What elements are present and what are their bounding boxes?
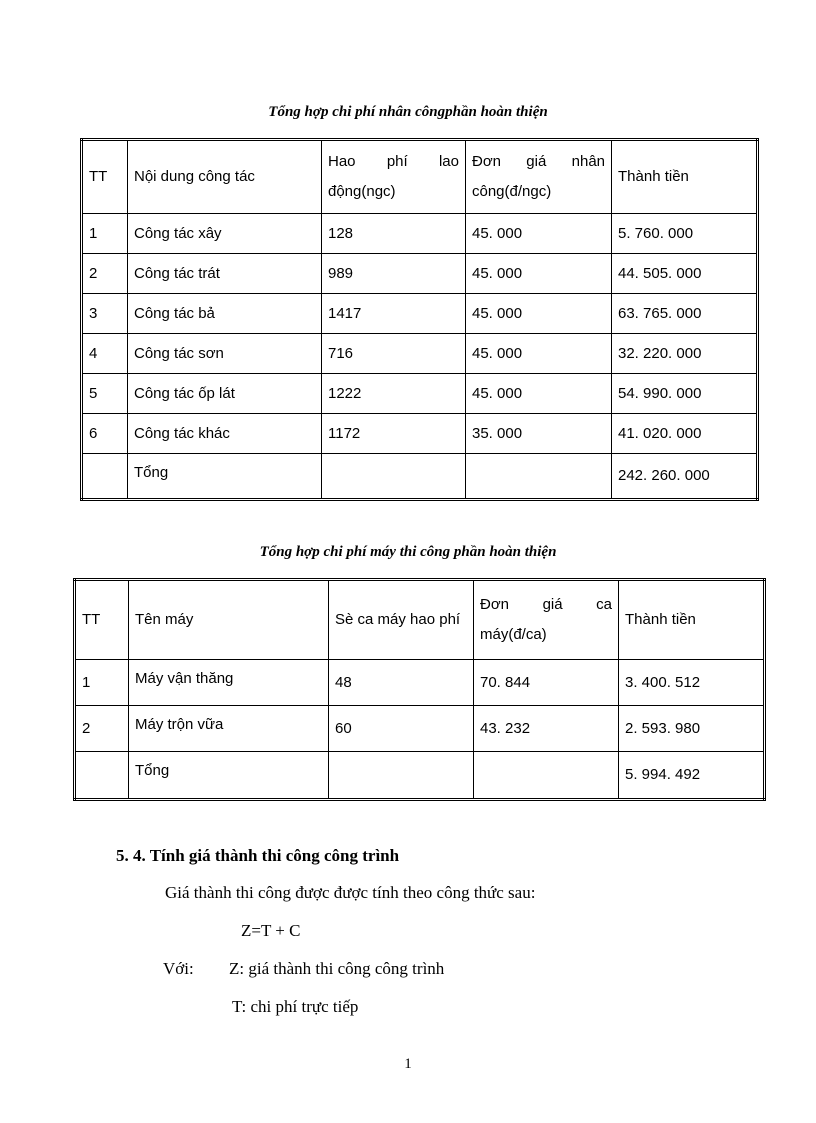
table-cell: 45. 000 — [466, 334, 612, 374]
table-cell: 35. 000 — [466, 414, 612, 454]
table-cell: 1 — [82, 214, 128, 254]
total-row — [75, 752, 765, 800]
page-number: 1 — [404, 1056, 412, 1072]
formula: Z=T + C — [241, 921, 301, 940]
table-cell: Công tác ốp lát — [128, 374, 322, 414]
table-cell: 1417 — [322, 294, 466, 334]
table-cell: 45. 000 — [466, 254, 612, 294]
total-label: Tổng — [128, 454, 322, 500]
table-cell — [322, 454, 466, 500]
header-cell: Thành tiền — [612, 140, 758, 214]
table-header-row — [75, 580, 765, 660]
table-cell — [82, 454, 128, 500]
table-row — [82, 374, 758, 414]
definition-t: T: chi phí trực tiếp — [232, 997, 359, 1016]
section-heading: 5. 4. Tính giá thành thi công công trình — [116, 846, 400, 865]
table-cell: 41. 020. 000 — [612, 414, 758, 454]
table-cell: Máy trộn vữa — [129, 706, 329, 752]
table-cell: Công tác bả — [128, 294, 322, 334]
table-header-row — [82, 140, 758, 214]
definition-z: Z: giá thành thi công công trình — [229, 959, 445, 978]
table-cell: Công tác khác — [128, 414, 322, 454]
header-cell: Nội dung công tác — [128, 140, 322, 214]
table-row — [82, 334, 758, 374]
table-cell: 60 — [329, 706, 474, 752]
table-cell: 1222 — [322, 374, 466, 414]
table-cell: 54. 990. 000 — [612, 374, 758, 414]
labor-cost-table — [80, 138, 759, 501]
table-cell: Công tác xây — [128, 214, 322, 254]
table-cell: 2 — [82, 254, 128, 294]
header-cell: Hao phí lao động(ngc) — [322, 140, 466, 214]
table-cell: 1172 — [322, 414, 466, 454]
table-cell — [75, 752, 129, 800]
table-cell: 32. 220. 000 — [612, 334, 758, 374]
table-row — [75, 660, 765, 706]
header-cell: Tên máy — [129, 580, 329, 660]
table-cell: 128 — [322, 214, 466, 254]
table-cell: 2. 593. 980 — [619, 706, 765, 752]
table-row — [82, 294, 758, 334]
table-cell — [466, 454, 612, 500]
table-cell: 48 — [329, 660, 474, 706]
table-cell: 5. 760. 000 — [612, 214, 758, 254]
total-row — [82, 454, 758, 500]
table-row — [75, 706, 765, 752]
table-cell: 2 — [75, 706, 129, 752]
section-intro: Giá thành thi công được được tính theo công thức sau: — [165, 883, 536, 902]
table-cell: 3. 400. 512 — [619, 660, 765, 706]
table-cell: 43. 232 — [474, 706, 619, 752]
table-cell: 45. 000 — [466, 214, 612, 254]
header-cell: TT — [82, 140, 128, 214]
header-cell: Đơn giá ca máy(đ/ca) — [474, 580, 619, 660]
table-cell: 44. 505. 000 — [612, 254, 758, 294]
table-cell: 63. 765. 000 — [612, 294, 758, 334]
machine-cost-table — [73, 578, 766, 801]
table-cell: Công tác trát — [128, 254, 322, 294]
table-cell: 6 — [82, 414, 128, 454]
table-cell: 716 — [322, 334, 466, 374]
where-label: Với: — [163, 959, 194, 978]
table-cell: Máy vận thăng — [129, 660, 329, 706]
table-cell: Công tác sơn — [128, 334, 322, 374]
table-row — [82, 254, 758, 294]
table-cell: 45. 000 — [466, 374, 612, 414]
table-cell: 4 — [82, 334, 128, 374]
table-cell: 5 — [82, 374, 128, 414]
table-cell: 45. 000 — [466, 294, 612, 334]
header-cell: Thành tiền — [619, 580, 765, 660]
table-cell: 3 — [82, 294, 128, 334]
header-cell: TT — [75, 580, 129, 660]
table-cell: 70. 844 — [474, 660, 619, 706]
table2-caption: Tổng hợp chi phí máy thi công phần hoàn thiện — [259, 544, 557, 560]
total-label: Tổng — [129, 752, 329, 800]
table1-caption: Tổng hợp chi phí nhân côngphần hoàn thiện — [268, 104, 548, 120]
table-row — [82, 214, 758, 254]
table-cell — [329, 752, 474, 800]
table-cell — [474, 752, 619, 800]
total-value: 242. 260. 000 — [612, 454, 758, 500]
header-cell: Sè ca máy hao phí — [329, 580, 474, 660]
table-cell: 989 — [322, 254, 466, 294]
table-cell: 1 — [75, 660, 129, 706]
header-cell: Đơn giá nhân công(đ/ngc) — [466, 140, 612, 214]
table-row — [82, 414, 758, 454]
total-value: 5. 994. 492 — [619, 752, 765, 800]
